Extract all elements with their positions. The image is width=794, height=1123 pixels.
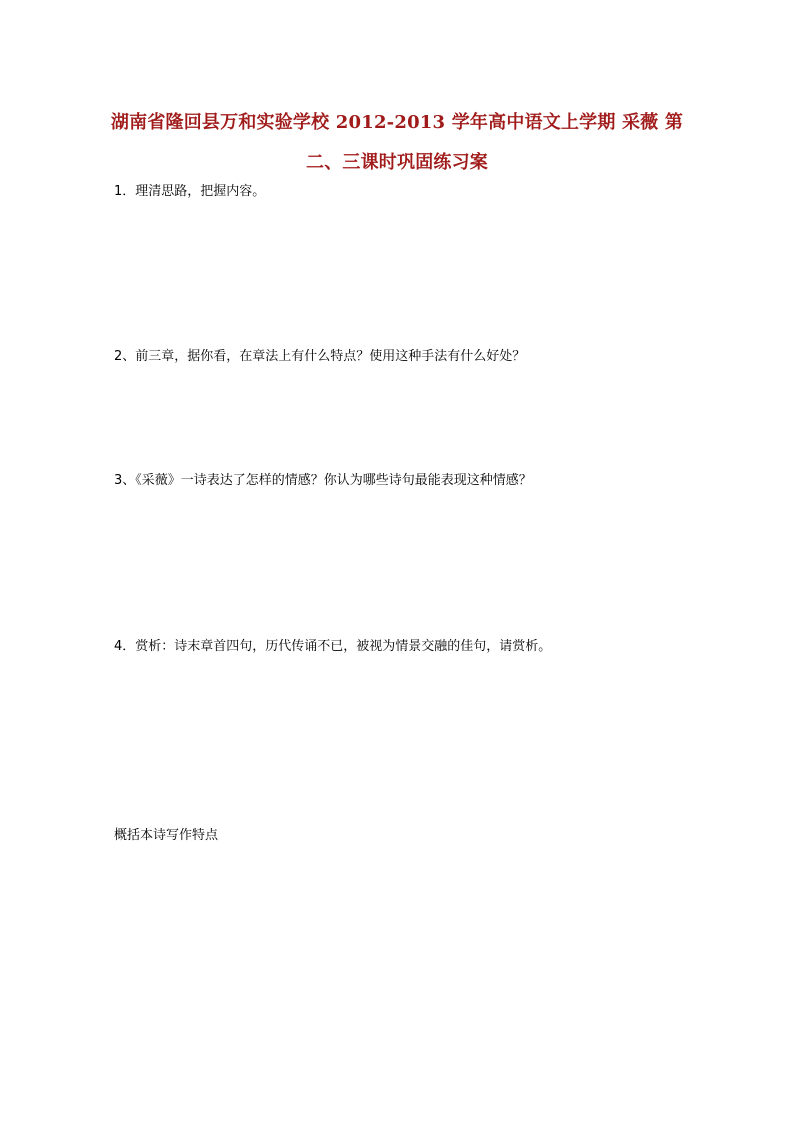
question-5: 概括本诗写作特点: [114, 828, 219, 843]
question-2: 2、前三章，据你看，在章法上有什么特点？使用这种手法有什么好处？: [114, 349, 526, 364]
question-1: 1．理清思路，把握内容。: [114, 184, 266, 199]
document-title-line-1: 湖南省隆回县万和实验学校 2012-2013 学年高中语文上学期 采薇 第: [110, 112, 684, 133]
question-4: 4．赏析：诗末章首四句，历代传诵不已，被视为情景交融的佳句，请赏析。: [114, 639, 552, 654]
question-3: 3、《采薇》一诗表达了怎样的情感？你认为哪些诗句最能表现这种情感？: [114, 473, 532, 488]
document-title-line-2: 二、三课时巩固练习案: [306, 152, 488, 173]
